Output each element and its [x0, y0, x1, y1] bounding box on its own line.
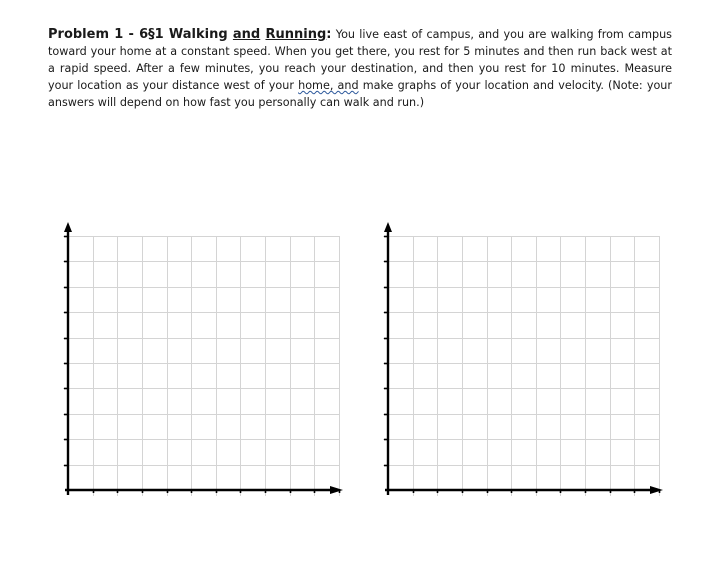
location-graph: [58, 218, 344, 500]
x-axis-arrow: [330, 486, 343, 494]
problem-text-part1: You live east of campus, and you are walking from campus toward your home at a constant speed. When you get there, you rest for 5 minutes and then run back west at a rapid speed. After a few minutes, you reach your destination, and then you rest for 10 minutes. Measure your location as your distance west of your: [48, 28, 673, 92]
y-axis-arrow: [384, 222, 392, 232]
title-underlined-running: Running: [265, 27, 327, 42]
grid: [383, 236, 660, 496]
title-underlined-and: and: [232, 27, 261, 42]
y-axis-arrow: [64, 222, 72, 232]
x-axis-arrow: [650, 486, 663, 494]
problem-statement: [48, 26, 672, 111]
problem-title: Problem 1 - 6§1 Walking and Running:: [48, 27, 332, 42]
problem-text-part2: make graphs of your location and velocity. (Note: your answers will depend on how fast you personally can walk and run.): [48, 79, 672, 109]
grid: [63, 236, 340, 496]
velocity-graph: [378, 218, 664, 500]
grammar-flagged-phrase: home, and: [298, 79, 359, 92]
